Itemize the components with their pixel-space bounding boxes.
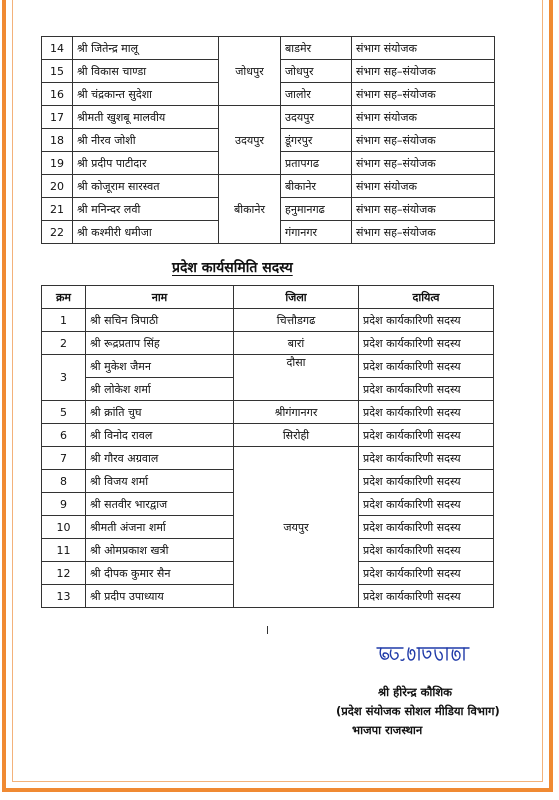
table-row [42, 424, 494, 447]
district-cell: गंगानगर [281, 221, 352, 244]
role-cell: संभाग सह–संयोजक [352, 129, 495, 152]
district-cell: बाडमेर [281, 37, 352, 60]
serial-cell: 9 [42, 493, 86, 516]
name-cell: श्री विजय शर्मा [86, 470, 234, 493]
name-cell: श्री सचिन त्रिपाठी [86, 309, 234, 332]
role-cell: प्रदेश कार्यकारिणी सदस्य [359, 355, 494, 378]
district-cell: चित्तौडगढ [234, 309, 359, 332]
division-cell: जोधपुर [219, 37, 281, 106]
serial-cell: 16 [42, 83, 73, 106]
name-cell: श्री सतवीर भारद्वाज [86, 493, 234, 516]
executive-members-table [41, 285, 494, 608]
table-tick-mark [267, 626, 268, 634]
serial-cell: 6 [42, 424, 86, 447]
name-cell: श्री मुकेश जैमन [86, 355, 234, 378]
serial-cell: 22 [42, 221, 73, 244]
role-cell: प्रदेश कार्यकारिणी सदस्य [359, 539, 494, 562]
role-cell: प्रदेश कार्यकारिणी सदस्य [359, 309, 494, 332]
section-title: प्रदेश कार्यसमिति सदस्य [172, 260, 293, 276]
name-cell: श्री लोकेश शर्मा [86, 378, 234, 401]
name-cell: श्री प्रदीप पाटीदार [73, 152, 219, 175]
district-cell: उदयपुर [281, 106, 352, 129]
signatory-name: श्री हीरेन्द्र कौशिक [378, 685, 453, 699]
district-cell: बीकानेर [281, 175, 352, 198]
table-row [42, 37, 495, 60]
serial-cell: 11 [42, 539, 86, 562]
name-cell: श्री रूद्रप्रताप सिंह [86, 332, 234, 355]
role-cell: संभाग सह–संयोजक [352, 198, 495, 221]
serial-cell: 13 [42, 585, 86, 608]
division-cell: उदयपुर [219, 106, 281, 175]
name-cell: श्री जितेन्द्र मालू [73, 37, 219, 60]
district-cell: जालोर [281, 83, 352, 106]
table-row [42, 401, 494, 424]
district-cell: प्रतापगढ [281, 152, 352, 175]
role-cell: संभाग संयोजक [352, 106, 495, 129]
role-cell: प्रदेश कार्यकारिणी सदस्य [359, 378, 494, 401]
table-row [42, 355, 494, 378]
header-role: दायित्व [359, 286, 494, 309]
name-cell: श्री गौरव अग्रवाल [86, 447, 234, 470]
name-cell: श्री कोजूराम सारस्वत [73, 175, 219, 198]
name-cell: श्री चंद्रकान्त सुदेशा [73, 83, 219, 106]
role-cell: संभाग संयोजक [352, 175, 495, 198]
role-cell: प्रदेश कार्यकारिणी सदस्य [359, 332, 494, 355]
serial-cell: 8 [42, 470, 86, 493]
table-row [42, 447, 494, 470]
district-cell: हनुमानगढ [281, 198, 352, 221]
serial-cell: 10 [42, 516, 86, 539]
name-cell: श्री क्रांति चुघ [86, 401, 234, 424]
role-cell: प्रदेश कार्यकारिणी सदस्य [359, 585, 494, 608]
role-cell: संभाग सह–संयोजक [352, 83, 495, 106]
district-cell: जयपुर [234, 447, 359, 608]
role-cell: प्रदेश कार्यकारिणी सदस्य [359, 470, 494, 493]
signatory-designation: (प्रदेश संयोजक सोशल मीडिया विभाग) [336, 704, 500, 718]
table-header-row [42, 286, 494, 309]
serial-cell: 15 [42, 60, 73, 83]
district-cell: जोधपुर [281, 60, 352, 83]
serial-cell: 19 [42, 152, 73, 175]
handwritten-signature [373, 638, 481, 672]
role-cell: प्रदेश कार्यकारिणी सदस्य [359, 424, 494, 447]
name-cell: श्री विकास चाण्डा [73, 60, 219, 83]
district-cell: बारां [234, 332, 359, 355]
serial-cell: 3 [42, 355, 86, 401]
role-cell: संभाग सह–संयोजक [352, 221, 495, 244]
serial-cell: 21 [42, 198, 73, 221]
table-row [42, 332, 494, 355]
serial-cell: 2 [42, 332, 86, 355]
table-row [42, 175, 495, 198]
division-coordinators-table [41, 36, 495, 244]
serial-cell: 18 [42, 129, 73, 152]
serial-cell: 12 [42, 562, 86, 585]
name-cell: श्री विनोद रावल [86, 424, 234, 447]
header-district: जिला [234, 286, 359, 309]
header-name: नाम [86, 286, 234, 309]
name-cell: श्री नीरव जोशी [73, 129, 219, 152]
table-row [42, 106, 495, 129]
name-cell: श्री कश्मीरी धमीजा [73, 221, 219, 244]
role-cell: प्रदेश कार्यकारिणी सदस्य [359, 493, 494, 516]
district-cell: दौसा [234, 355, 359, 401]
name-cell: श्री मनिन्दर लवी [73, 198, 219, 221]
table-row [42, 309, 494, 332]
district-cell: सिरोही [234, 424, 359, 447]
role-cell: प्रदेश कार्यकारिणी सदस्य [359, 562, 494, 585]
name-cell: श्री दीपक कुमार सैन [86, 562, 234, 585]
serial-cell: 7 [42, 447, 86, 470]
name-cell: श्री ओमप्रकाश खत्री [86, 539, 234, 562]
name-cell: श्री प्रदीप उपाध्याय [86, 585, 234, 608]
role-cell: संभाग संयोजक [352, 37, 495, 60]
role-cell: संभाग सह–संयोजक [352, 152, 495, 175]
serial-cell: 20 [42, 175, 73, 198]
role-cell: संभाग सह–संयोजक [352, 60, 495, 83]
district-cell: डूंगरपुर [281, 129, 352, 152]
serial-cell: 17 [42, 106, 73, 129]
serial-cell: 5 [42, 401, 86, 424]
name-cell: श्रीमती खुशबू मालवीय [73, 106, 219, 129]
role-cell: प्रदेश कार्यकारिणी सदस्य [359, 447, 494, 470]
serial-cell: 14 [42, 37, 73, 60]
header-serial: क्रम [42, 286, 86, 309]
role-cell: प्रदेश कार्यकारिणी सदस्य [359, 401, 494, 424]
division-cell: बीकानेर [219, 175, 281, 244]
signature-block [336, 683, 500, 740]
name-cell: श्रीमती अंजना शर्मा [86, 516, 234, 539]
district-cell: श्रीगंगानगर [234, 401, 359, 424]
serial-cell: 1 [42, 309, 86, 332]
role-cell: प्रदेश कार्यकारिणी सदस्य [359, 516, 494, 539]
signatory-organization: भाजपा राजस्थान [352, 723, 423, 737]
